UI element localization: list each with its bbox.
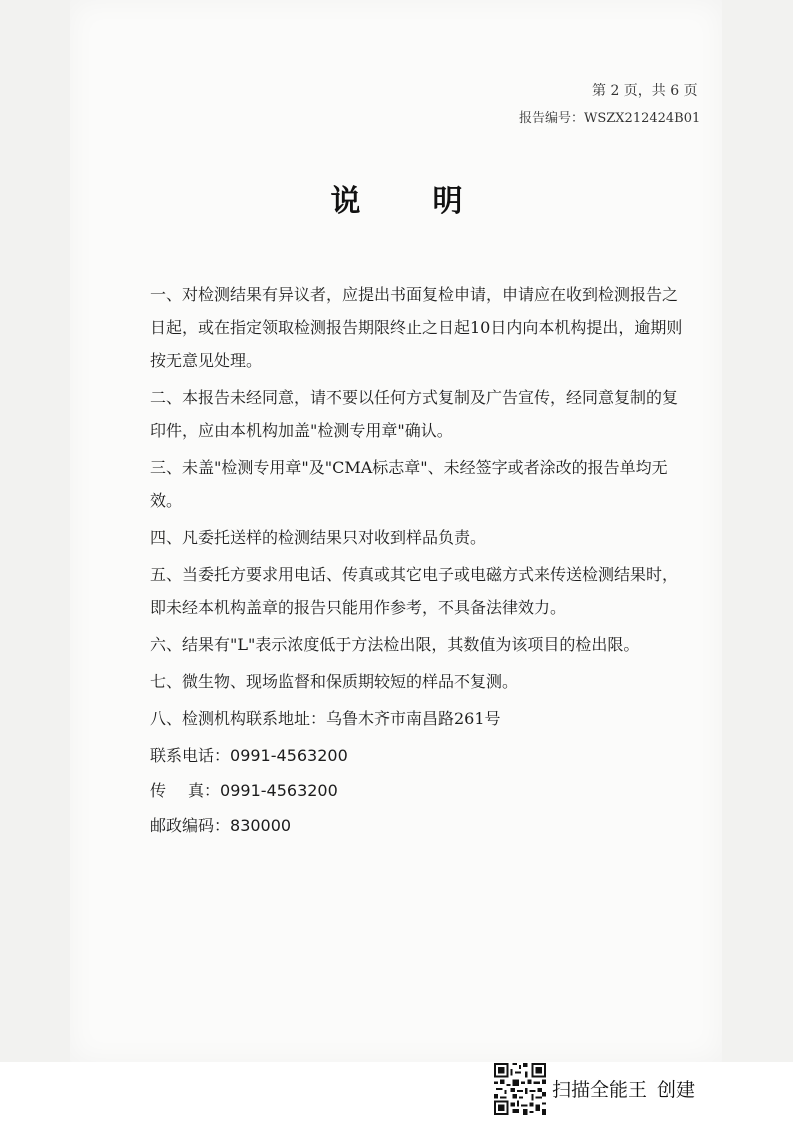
fax-value: 0991-4563200 — [220, 781, 338, 800]
phone-value: 0991-4563200 — [230, 746, 348, 765]
clause-5: 五、当委托方要求用电话、传真或其它电子或电磁方式来传送检测结果时，即未经本机构盖章的报告只能用作参考，不具备法律效力。 — [150, 565, 679, 617]
clause-2: 二、本报告未经同意，请不要以任何方式复制及广告宣传，经同意复制的复印件，应由本机构加盖"检测专用章"确认。 — [150, 388, 679, 440]
page-number: 第 2 页，共 6 页 — [592, 83, 698, 99]
notes-body — [150, 278, 690, 842]
clause-6: 六、结果有"L"表示浓度低于方法检出限，其数值为该项目的检出限。 — [150, 635, 640, 654]
contact-phone — [150, 739, 690, 772]
report-number: 报告编号：WSZX212424B01 — [519, 111, 701, 126]
clause-7: 七、微生物、现场监督和保质期较短的样品不复测。 — [150, 672, 519, 691]
clause-4: 四、凡委托送样的检测结果只对收到样品负责。 — [150, 528, 487, 547]
fax-label-b: 真： — [188, 781, 221, 800]
postal-value: 830000 — [230, 816, 292, 835]
scanner-app-name: 扫描全能王 — [552, 1079, 648, 1101]
scanner-watermark — [552, 1075, 695, 1102]
contact-postal — [150, 809, 690, 842]
qr-code-icon — [494, 1063, 546, 1115]
fax-label-a: 传 — [150, 781, 167, 800]
page-title: 说明 — [330, 184, 535, 219]
clause-3: 三、未盖"检测专用章"及"CMA标志章"、未经签字或者涂改的报告单均无效。 — [150, 458, 668, 510]
contact-fax — [150, 774, 690, 807]
phone-label: 联系电话： — [150, 746, 231, 765]
scanner-action: 创建 — [657, 1079, 696, 1101]
postal-label: 邮政编码： — [150, 816, 231, 835]
clause-1: 一、对检测结果有异议者，应提出书面复检申请，申请应在收到检测报告之日起，或在指定领取检测报告期限终止之日起10日内向本机构提出，逾期则按无意见处理。 — [150, 285, 683, 370]
clause-8: 八、检测机构联系地址：乌鲁木齐市南昌路261号 — [150, 709, 501, 728]
